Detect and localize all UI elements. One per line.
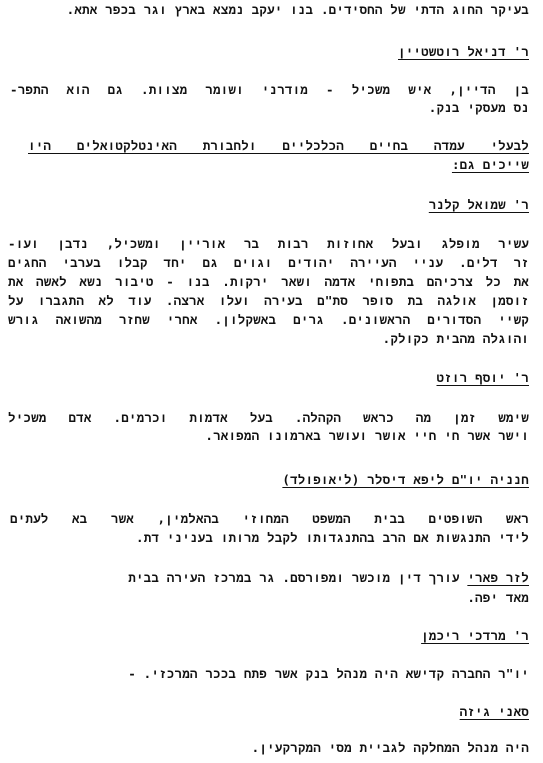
heading-hananya-dissler: חנניה יו"ם ליפא דיסלר (ליאופולד) xyxy=(282,472,529,487)
text-line: קשיי הסדורים הראשונים. גרים באשקלון. אחרי שחזר מהשואה גורש xyxy=(8,312,529,327)
heading-yosef-rozet: ר' יוסף רוזט xyxy=(436,370,529,385)
heading-continuation: שייכים גם: xyxy=(451,157,529,172)
heading-economic-intellectual: לבעלי עמדה בחיים הכלכליים ולחבורת האינטלקטואלים היו xyxy=(28,138,529,153)
text-span: עורך דין מוכשר ומפורסם. גר במרכז העירה בבית xyxy=(128,570,460,585)
text-line: בן הדיין, איש משכיל - מודרני ושומר מצוות. גם הוא התפר- xyxy=(10,82,529,97)
text-line: וישר אשר חי חיי אושר ועושר בארמונו המפואר. xyxy=(205,428,529,443)
text-line: לידי התנגשות אם הרב בהתנגדותו לקבל מרותו בעניני דת. xyxy=(136,530,529,545)
text-line: והוגלה מהבית כקולק. xyxy=(382,331,529,346)
text-line: שימש זמן מה כראש הקהלה. בעל אדמות וכרמים. אדם משכיל xyxy=(8,410,529,425)
text-line: זר דלים. עניי העיירה יהודים וגוים גם יחד קבלו בערבי החגים xyxy=(8,255,529,270)
heading-daniel-rothstein: ר' דניאל רוטשטיין xyxy=(398,44,529,59)
text-line: מאד יפה. xyxy=(467,590,529,605)
text-line: זוסמן אולגה בת סופר סת"ם בעירה ועלו ארצה. עוד לא התגברו על xyxy=(8,293,529,308)
text-line: עשיר מופלג ובעל אחוזות רבות בר אוריין ומשכיל, נדבן ועו- xyxy=(8,236,529,251)
heading-shmuel-kelner: ר' שמואל קלנר xyxy=(428,197,529,212)
text-line: יו"ר החברה קדישא היה מנהל בנק אשר פתח בככר המרכזי. - xyxy=(128,666,529,681)
text-line: את כל צרכיהם בתפוחי אדמה ושאר ירקות. בנו - טיבור נשא לאשה את xyxy=(8,274,529,289)
heading-sani-giza: סאני גיזה xyxy=(459,704,529,719)
heading-mordechai-richman: ר' מרדכי ריכמן xyxy=(421,628,529,643)
text-line xyxy=(14,570,529,586)
text-line: נס מעסקי בנק. xyxy=(428,100,529,115)
text-line: בעיקר החוג הדתי של החסידים. בנו יעקב נמצא בארץ וגר בכפר אתא. xyxy=(66,2,529,17)
heading-lazar-pari: לזר פארי xyxy=(467,570,529,585)
text-line: ראש השופטים בבית המשפט המחוזי בהאלמין, אשר בא לעתים xyxy=(10,511,529,526)
text-line: היה מנהל המחלקה לגביית מסי המקרקעין. xyxy=(251,740,529,755)
